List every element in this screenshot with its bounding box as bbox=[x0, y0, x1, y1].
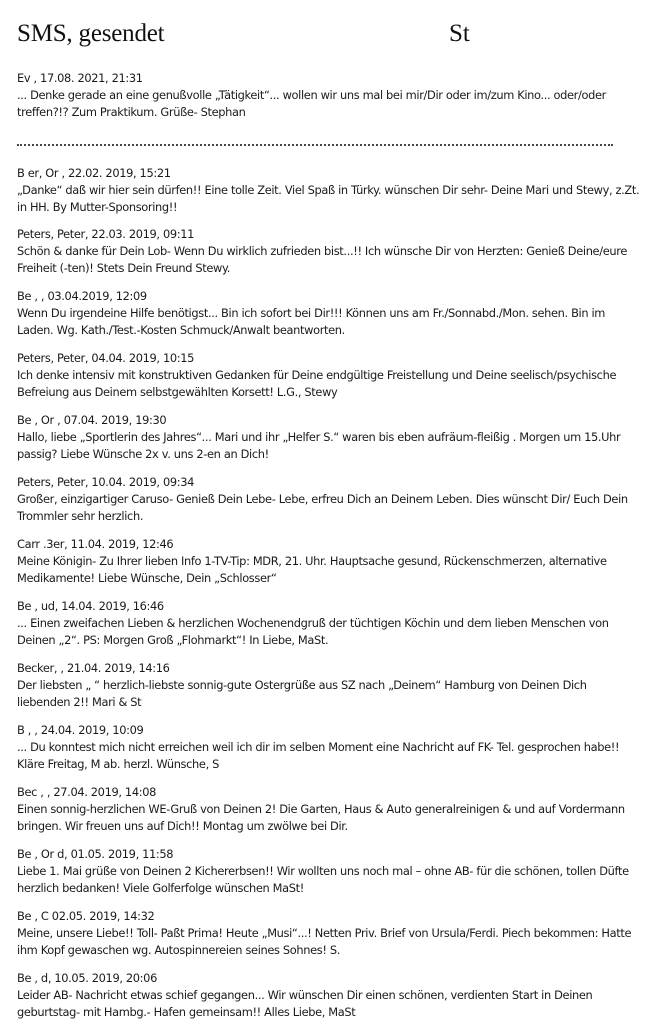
message-header: Be , ud, 14.04. 2019, 16:46 bbox=[17, 599, 164, 613]
message-text: Großer, einzigartiger Caruso- Genieß Dein Lebe- Lebe, erfreu Dich an Deinem Leben. Dies wünscht Dir/ Euch Dein Trommler sehr herzlich. bbox=[17, 492, 628, 523]
message-entry bbox=[17, 598, 642, 649]
message-entry bbox=[17, 722, 642, 773]
message-entry bbox=[17, 846, 642, 897]
message-header: Be , , 03.04.2019, 12:09 bbox=[17, 289, 147, 303]
message-header: B er, Or , 22.02. 2019, 15:21 bbox=[17, 166, 171, 180]
message-text: Ich denke intensiv mit konstruktiven Gedanken für Deine endgültige Freistellung und Deine seelisch/psychische Befreiung aus Deinem selbstgewählten Korsett! L.G., Stewy bbox=[17, 368, 617, 399]
message-text: ... Denke gerade an eine genußvolle „Tätigkeit“... wollen wir uns mal bei mir/Dir oder im/zum Kino... oder/oder treffen?!? Zum Praktikum. Grüße- Stephan bbox=[17, 88, 606, 119]
message-header: Be , Or , 07.04. 2019, 19:30 bbox=[17, 413, 167, 427]
message-entry bbox=[17, 474, 642, 525]
message-entry bbox=[17, 970, 642, 1021]
message-text: Wenn Du irgendeine Hilfe benötigst... Bin ich sofort bei Dir!!! Können uns am Fr./Sonnabd./Mon. sehen. Bin im Laden. Wg. Kath./Test.-Kosten Schmuck/Anwalt beantworten. bbox=[17, 306, 606, 337]
message-header: Be , d, 10.05. 2019, 20:06 bbox=[17, 971, 157, 985]
message-text: ... Du konntest mich nicht erreichen weil ich dir im selben Moment eine Nachricht auf FK- Tel. gesprochen habe!! Kläre Freitag, M ab. herzl. Wünsche, S bbox=[17, 740, 620, 771]
message-header: Becker, , 21.04. 2019, 14:16 bbox=[17, 661, 170, 675]
message-header: Peters, Peter, 04.04. 2019, 10:15 bbox=[17, 351, 195, 365]
document-initials: St bbox=[449, 20, 470, 47]
message-text: Leider AB- Nachricht etwas schief gegangen... Wir wünschen Dir einen schönen, verdienten Start in Deinen geburtstag- mit Hambg.- Hafen gemeinsam!! Alles Liebe, MaSt bbox=[17, 988, 593, 1019]
message-text: Hallo, liebe „Sportlerin des Jahres“... Mari und ihr „Helfer S.“ waren bis eben aufräum-fleißig . Morgen um 15.Uhr passig? Liebe Wünsche 2x v. uns 2-en an Dich! bbox=[17, 430, 621, 461]
message-header: Be , C 02.05. 2019, 14:32 bbox=[17, 909, 155, 923]
message-text: ... Einen zweifachen Lieben & herzlichen Wochenendgruß der tüchtigen Köchin und dem lieben Menschen von Deinen „2“. PS: Morgen Groß „Flohmarkt“! In Liebe, MaSt. bbox=[17, 616, 609, 647]
message-text: Der liebsten „ “ herzlich-liebste sonnig-gute Ostergrüße aus SZ nach „Deinem“ Hamburg von Deinen Dich liebenden 2!! Mari & St bbox=[17, 678, 587, 709]
message-text: Meine Königin- Zu Ihrer lieben Info 1-TV-Tip: MDR, 21. Uhr. Hauptsache gesund, Rückenschmerzen, alternative Medikamente! Liebe Wünsche, Dein „Schlosser“ bbox=[17, 554, 607, 585]
message-entry bbox=[17, 165, 642, 216]
message-text: Liebe 1. Mai grüße von Deinen 2 Kichererbsen!! Wir wollten uns noch mal – ohne AB- für die schönen, tollen Düfte herzlich bedanken! Viele Golferfolge wünschen MaSt! bbox=[17, 864, 629, 895]
dotted-divider bbox=[17, 144, 613, 146]
message-entry bbox=[17, 226, 642, 277]
message-header: Peters, Peter, 22.03. 2019, 09:11 bbox=[17, 227, 195, 241]
message-header: Be , Or d, 01.05. 2019, 11:58 bbox=[17, 847, 174, 861]
message-text: „Danke“ daß wir hier sein dürfen!! Eine tolle Zeit. Viel Spaß in Türky. wünschen Dir sehr- Deine Mari und Stewy, z.Zt. in HH. By Mutter-Sponsoring!! bbox=[17, 183, 640, 214]
message-text: Schön & danke für Dein Lob- Wenn Du wirklich zufrieden bist...!! Ich wünsche Dir von Herzten: Genieß Deine/eure Freiheit (-ten)! Stets Dein Freund Stewy. bbox=[17, 244, 627, 275]
title-row bbox=[17, 20, 637, 52]
message-entry bbox=[17, 288, 642, 339]
message-entry bbox=[17, 350, 642, 401]
document-title: SMS, gesendet bbox=[17, 20, 165, 47]
message-entry bbox=[17, 412, 642, 463]
message-header: Bec , , 27.04. 2019, 14:08 bbox=[17, 785, 156, 799]
message-text: Einen sonnig-herzlichen WE-Gruß von Deinen 2! Die Garten, Haus & Auto generalreinigen & und auf Vordermann bringen. Wir freuen uns auf Dich!! Montag um zwölwe bei Dir. bbox=[17, 802, 625, 833]
message-entry bbox=[17, 784, 642, 835]
message-entry bbox=[17, 908, 642, 959]
message-entry bbox=[17, 536, 642, 587]
message-text: Meine, unsere Liebe!! Toll- Paßt Prima! Heute „Musi“...! Netten Priv. Brief von Ursula/Ferdi. Piech bekommen: Hatte ihm Kopf gewaschen wg. Autospinnereien seines Sohnes! S. bbox=[17, 926, 632, 957]
message-header: Carr .3er, 11.04. 2019, 12:46 bbox=[17, 537, 174, 551]
message-entry bbox=[17, 660, 642, 711]
message-header: Peters, Peter, 10.04. 2019, 09:34 bbox=[17, 475, 195, 489]
message-header: Ev , 17.08. 2021, 21:31 bbox=[17, 71, 143, 85]
message-header: B , , 24.04. 2019, 10:09 bbox=[17, 723, 144, 737]
message-entry bbox=[17, 70, 642, 121]
